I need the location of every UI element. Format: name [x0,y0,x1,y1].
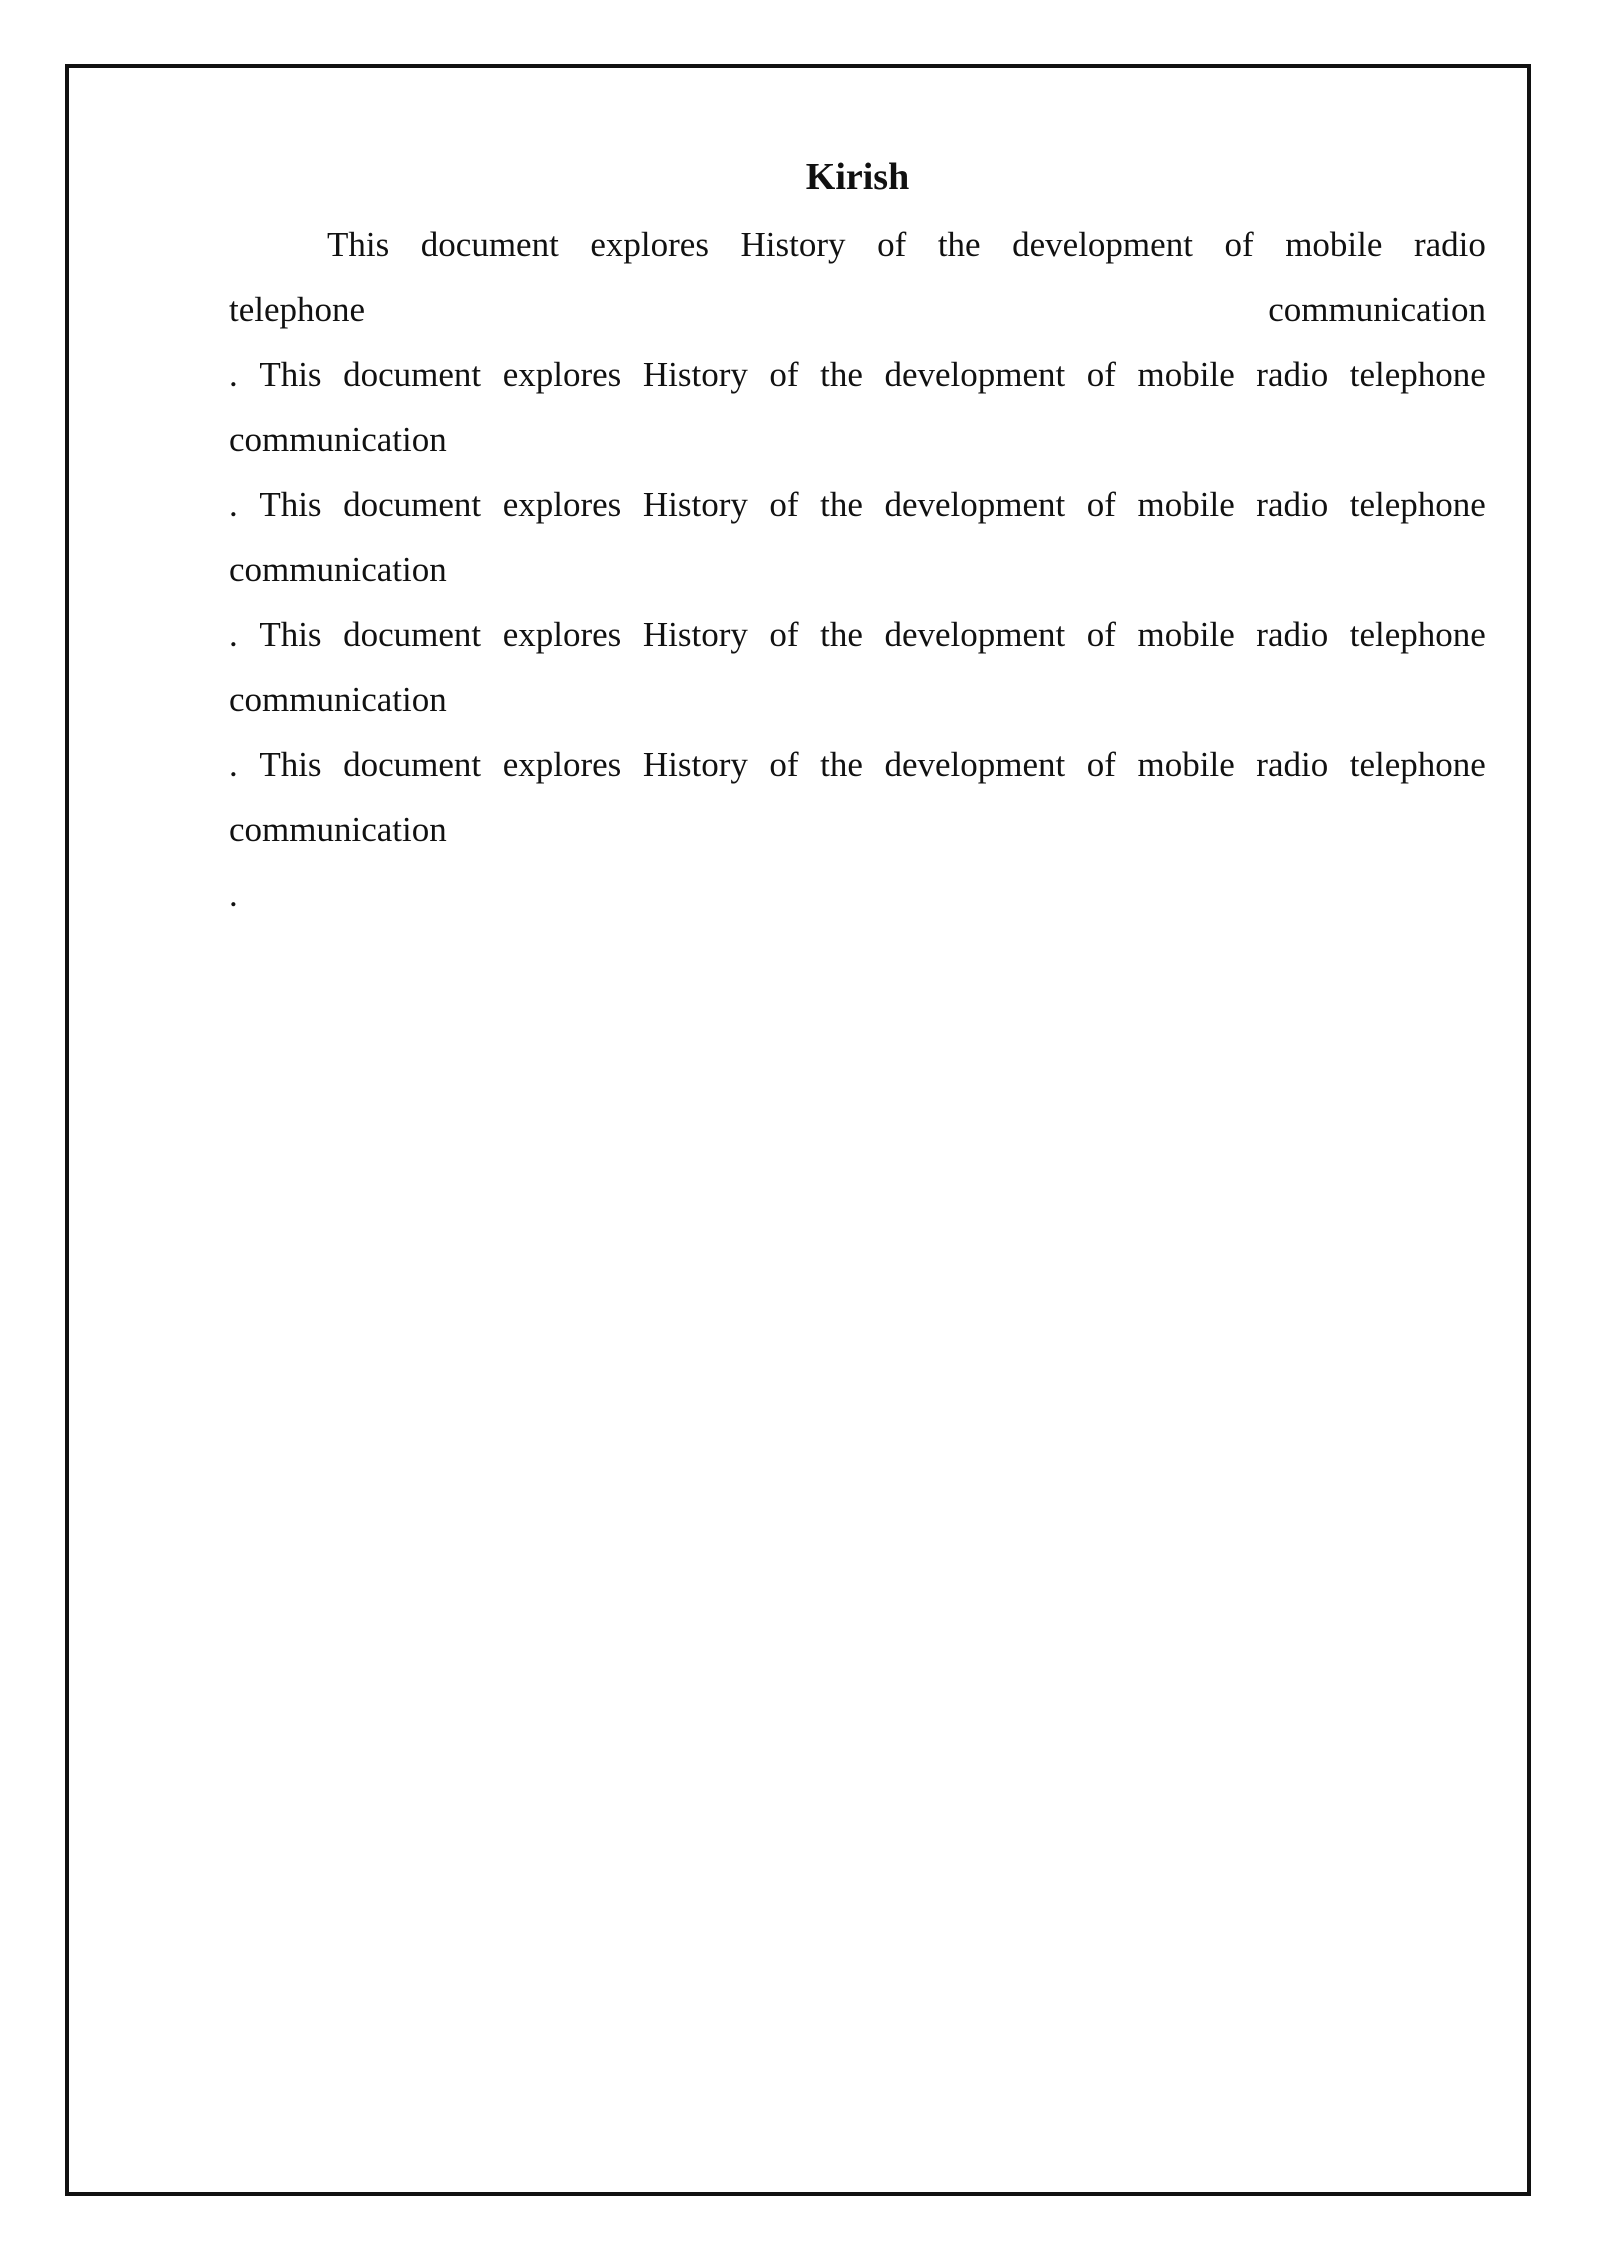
word: This [259,355,322,394]
word: radio [1256,355,1329,394]
text-line [229,602,1486,667]
word: development [884,745,1066,784]
word: communication [229,550,447,589]
word: telephone [1349,745,1486,784]
word: document [420,225,559,264]
word: of [769,615,799,654]
text-line [229,277,1486,342]
word: the [820,485,863,524]
word: the [937,225,981,264]
word: . [229,485,238,524]
word: . [229,745,238,784]
word: telephone [229,290,366,329]
word: communication [229,680,447,719]
word: telephone [1349,615,1486,654]
word: document [343,485,482,524]
text-line [229,342,1486,407]
word: of [877,225,907,264]
word: development [884,355,1066,394]
document-title: Kirish [805,156,910,198]
word: History [642,485,748,524]
word: mobile [1137,615,1235,654]
word: the [820,615,863,654]
word: communication [1268,290,1486,329]
word: History [642,745,748,784]
word: explores [502,355,622,394]
word: . [229,615,238,654]
text-line [229,667,1486,732]
word: of [1086,745,1116,784]
word: History [642,615,748,654]
word: of [1086,485,1116,524]
word: This [327,225,390,264]
word: communication [229,420,447,459]
word: communication [229,810,447,849]
word: development [1012,225,1193,264]
word: document [343,615,482,654]
word: . [229,355,238,394]
text-line [229,732,1486,797]
word: telephone [1349,485,1486,524]
text-line [229,472,1486,537]
word: the [820,355,863,394]
text-line [229,537,1486,602]
word: . [229,875,238,914]
word: development [884,485,1066,524]
word: of [769,745,799,784]
word: mobile [1137,355,1235,394]
text-line [229,862,1486,927]
word: This [259,485,322,524]
word: explores [502,615,622,654]
word: of [769,485,799,524]
word: explores [590,225,709,264]
word: of [1224,225,1254,264]
word: of [769,355,799,394]
word: History [642,355,748,394]
word: explores [502,745,622,784]
text-line [229,797,1486,862]
word: mobile [1137,485,1235,524]
text-line [229,212,1486,277]
word: document [343,745,482,784]
word: telephone [1349,355,1486,394]
word: This [259,615,322,654]
word: mobile [1285,225,1383,264]
document-body [229,148,1486,927]
word: History [740,225,846,264]
word: radio [1413,225,1486,264]
word: explores [502,485,622,524]
word: radio [1256,615,1329,654]
word: of [1086,615,1116,654]
word: mobile [1137,745,1235,784]
body-paragraph [229,212,1486,927]
text-line [229,407,1486,472]
word: document [343,355,482,394]
word: radio [1256,485,1329,524]
word: This [259,745,322,784]
word: of [1086,355,1116,394]
word: the [820,745,863,784]
word: development [884,615,1066,654]
word: radio [1256,745,1329,784]
